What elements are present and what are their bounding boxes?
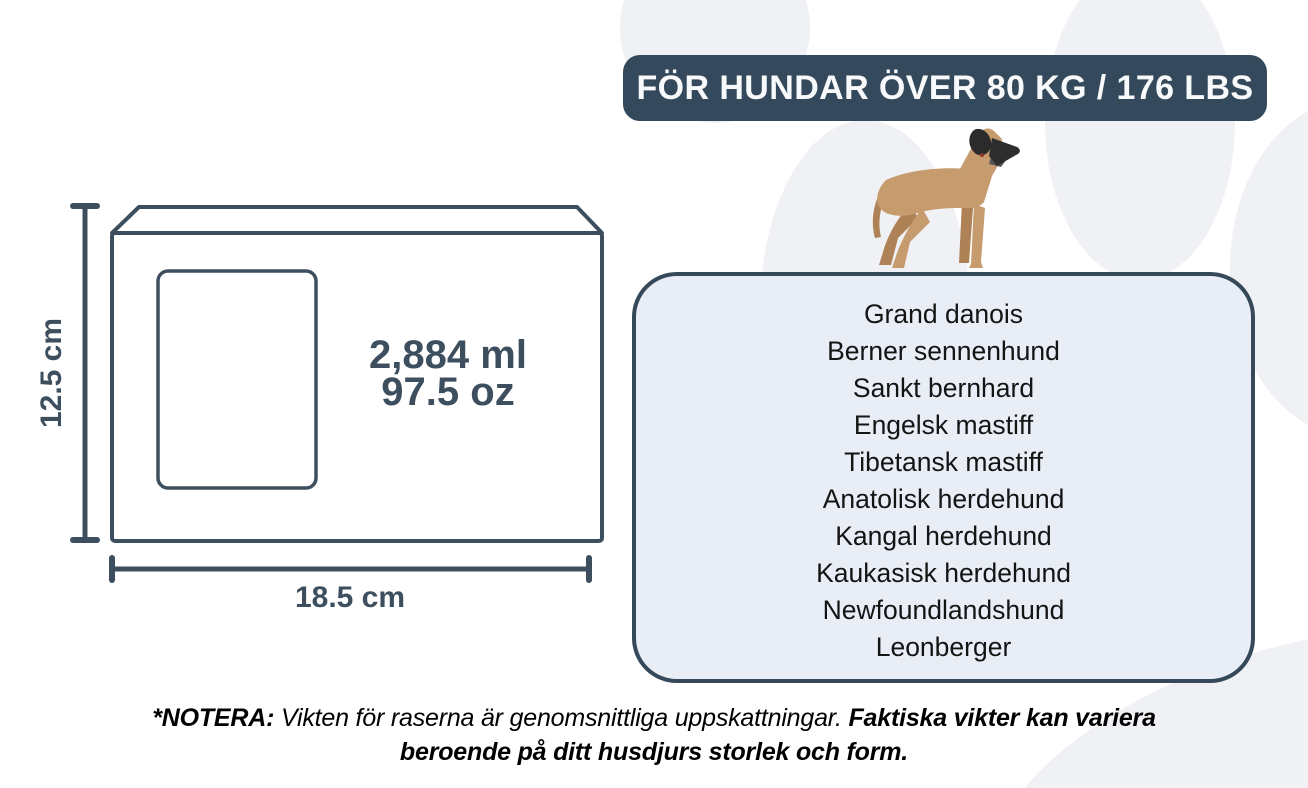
breed-item: Newfoundlandshund bbox=[822, 595, 1065, 625]
volume-ml: 2,884 ml bbox=[369, 333, 527, 377]
weight-range-banner bbox=[623, 55, 1267, 121]
breed-item: Sankt bernhard bbox=[852, 373, 1035, 403]
container-window bbox=[158, 271, 316, 488]
footnote-line-2 bbox=[0, 735, 1308, 769]
height-label: 12.5 cm bbox=[35, 317, 68, 429]
breed-item: Engelsk mastiff bbox=[853, 410, 1034, 440]
footnote-emphasis: beroende på ditt husdjurs storlek och form. bbox=[399, 738, 909, 766]
breed-item: Kangal herdehund bbox=[835, 521, 1052, 551]
footnote bbox=[0, 701, 1308, 769]
breed-item: Tibetansk mastiff bbox=[844, 447, 1043, 477]
breed-list bbox=[636, 276, 1251, 666]
weight-range-label: FÖR HUNDAR ÖVER 80 KG / 176 LBS bbox=[636, 68, 1254, 107]
footnote-emphasis: Faktiska vikter kan variera bbox=[848, 704, 1156, 732]
width-label: 18.5 cm bbox=[294, 581, 406, 614]
footnote-line-1 bbox=[0, 701, 1308, 735]
container-top-face bbox=[112, 207, 602, 233]
breed-item: Kaukasisk herdehund bbox=[816, 558, 1071, 588]
great-dane-icon bbox=[858, 124, 1024, 270]
footnote-prefix: *NOTERA: bbox=[152, 704, 275, 732]
volume-oz: 97.5 oz bbox=[381, 370, 515, 414]
footnote-body: Vikten för raserna är genomsnittliga uppskattningar. bbox=[280, 704, 842, 732]
volume-label bbox=[369, 333, 527, 414]
container-outline bbox=[112, 207, 602, 541]
breed-item: Berner sennenhund bbox=[827, 336, 1060, 366]
breed-list-card bbox=[632, 272, 1255, 683]
breed-item: Leonberger bbox=[875, 632, 1012, 662]
breed-item: Grand danois bbox=[863, 299, 1024, 329]
breed-item: Anatolisk herdehund bbox=[822, 484, 1065, 514]
